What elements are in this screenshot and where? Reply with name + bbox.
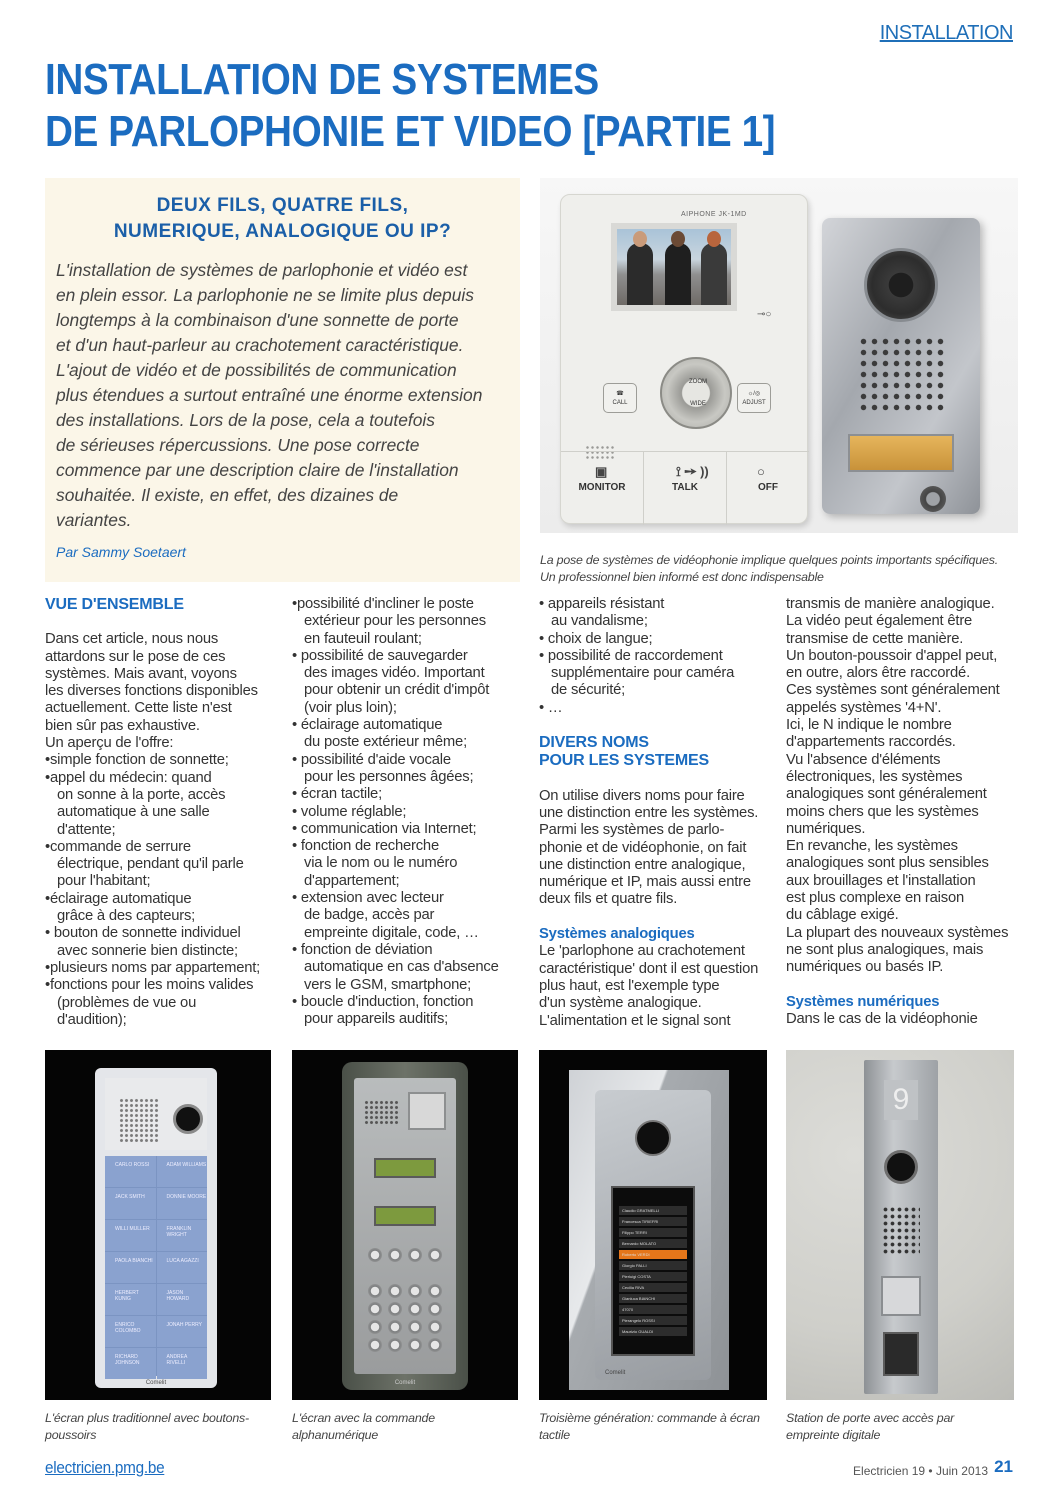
speaker-grille [119, 1098, 159, 1142]
list-item-cont: électrique, pendant qu'il parle [57, 856, 244, 873]
page-title-line-2: DE PARLOPHONIE ET VIDEO [PARTIE 1] [45, 107, 776, 156]
list-item-cont: pour obtenir un crédit d'impôt [304, 682, 490, 699]
list-item: • possibilité d'aide vocale [292, 751, 451, 768]
monitor-screen [611, 223, 737, 311]
list-item-cont: extérieur pour les personnes [304, 613, 486, 630]
text-line: bien sûr pas exhaustive. [45, 717, 200, 734]
menu-row: Filippo TERRI [619, 1228, 687, 1237]
menu-row: Gianluca BIANCHI [619, 1294, 687, 1303]
brand-logo: Comelit [605, 1370, 626, 1376]
intro-line: variantes. [56, 510, 132, 530]
subsection-heading: Systèmes numériques [786, 993, 940, 1010]
camera-lens [864, 248, 938, 322]
intro-heading-line: NUMERIQUE, ANALOGIQUE OU IP? [113, 221, 452, 242]
call-button-label: CALL [612, 400, 628, 406]
list-item: •simple fonction de sonnette; [45, 752, 229, 769]
text-line: appelés systèmes '4+N'. [786, 699, 942, 716]
text-line: La plupart des nouveaux systèmes [786, 924, 1009, 941]
text-line: deux fils et quatre fils. [539, 891, 678, 908]
list-item: • appareils résistant [539, 596, 665, 612]
list-item: •fonctions pour les moins valides [45, 977, 254, 994]
panel-top-module [105, 1078, 207, 1150]
lcd-display [374, 1158, 436, 1178]
menu-row: Maurizio GUALDI [619, 1327, 687, 1336]
text-line: numérique et IP, mais aussi entre [539, 874, 751, 891]
keypad-key [368, 1248, 382, 1262]
monitor-button-label: MONITOR [578, 482, 626, 493]
keypad-key [428, 1284, 442, 1298]
name-button: DONNIE MOORE [157, 1188, 208, 1219]
name-button: FRANKLIN WRIGHT [157, 1220, 208, 1251]
page-title [45, 54, 907, 158]
list-item-cont: pour appareils auditifs; [304, 1011, 449, 1028]
keypad-key [388, 1248, 402, 1262]
adjust-button-label: ADJUST [742, 400, 766, 406]
menu-row: Pierluigi COSTA [619, 1272, 687, 1281]
list-item-cont: (voir plus loin); [304, 699, 397, 716]
list-item: • écran tactile; [292, 786, 382, 803]
intro-line: et d'un haut-parleur au crachotement caractéristique. [56, 335, 464, 355]
text-line: Le 'parlophone au crachotement [539, 943, 745, 960]
keypad-key [428, 1248, 442, 1262]
keypad-key [428, 1338, 442, 1352]
monitor-button [561, 452, 644, 525]
person-figure [665, 243, 691, 305]
name-button: JASON HOWARD [157, 1284, 208, 1315]
text-line: systèmes. Mais avant, voyons [45, 665, 237, 682]
keypad-key [368, 1338, 382, 1352]
text-line: Un bouton-poussoir d'appel peut, [786, 647, 998, 664]
pushbutton-panel-photo [45, 1050, 271, 1400]
list-item: •plusieurs noms par appartement; [45, 959, 261, 976]
text-line: Dans cet article, nous nous [45, 631, 219, 648]
adjust-icon: ☼/◎ [747, 391, 761, 397]
text-line: numériques. [786, 820, 866, 837]
keypad-key [408, 1320, 422, 1334]
caption-line: Troisième génération: commande à écran [539, 1411, 760, 1425]
numeric-keypad [368, 1284, 444, 1352]
menu-row: Giorgio PALLI [619, 1261, 687, 1270]
list-item: • … [539, 699, 563, 716]
off-button-label: OFF [758, 482, 778, 493]
list-item-cont: de sécurité; [551, 682, 626, 699]
keypad-key [408, 1248, 422, 1262]
fingerprint-door-station [864, 1060, 938, 1394]
text-line: caractéristique' dont il est question [539, 960, 759, 977]
camera-lens [635, 1120, 671, 1156]
list-item: •appel du médecin: quand [45, 769, 212, 786]
text-line: une distinction entre analogique, [539, 856, 746, 873]
list-item-cont: grâce à des capteurs; [57, 908, 196, 925]
keypad-key [408, 1284, 422, 1298]
keypad-key [388, 1338, 402, 1352]
intro-text [56, 258, 516, 533]
person-figure [627, 243, 653, 305]
list-item-cont: supplémentaire pour caméra [551, 665, 735, 682]
list-item: • boucle d'induction, fonction [292, 993, 474, 1010]
talk-button [644, 452, 727, 525]
person-figure [701, 243, 727, 305]
list-item-cont: empreinte digitale, code, … [304, 924, 479, 941]
name-buttons [105, 1156, 207, 1376]
list-item: • bouton de sonnette individuel [45, 925, 241, 942]
name-button: PAOLA BIANCHI [105, 1252, 156, 1283]
lcd-display [374, 1206, 436, 1226]
person-head [707, 231, 721, 247]
keypad-key [368, 1302, 382, 1316]
page-number: 21 [994, 1457, 1013, 1476]
section-heading: POUR LES SYSTEMES [539, 752, 709, 770]
list-item-cont: pour les personnes âgées; [304, 768, 474, 785]
text-line: On utilise divers noms pour faire [539, 787, 745, 804]
person-head [671, 231, 685, 247]
list-item: • choix de langue; [539, 630, 653, 647]
name-button: CARLO ROSSI [105, 1156, 156, 1187]
list-item: •commande de serrure [45, 838, 191, 855]
text-line: analogiques sont généralement [786, 786, 987, 803]
person-head [633, 231, 647, 247]
name-button: ENRICO COLOMBO [105, 1316, 156, 1347]
intro-box [45, 178, 520, 582]
text-line: Un aperçu de l'offre: [45, 735, 174, 752]
section-heading: DIVERS NOMS [539, 734, 649, 752]
menu-row: Pierangelo ROSSI [619, 1316, 687, 1325]
name-button: HERBERT KUNIG [105, 1284, 156, 1315]
caption-line: Un professionnel bien informé est donc indispensable [540, 570, 824, 584]
intro-line: plus étendues a surtout entraîné une énorme extension [56, 385, 483, 405]
menu-row: Bernardo MOLATO [619, 1239, 687, 1248]
section-heading: VUE D'ENSEMBLE [45, 596, 184, 613]
column-1 [45, 596, 260, 1029]
name-button: ADAM WILLIAMS [157, 1156, 208, 1187]
text-line: En revanche, les systèmes [786, 838, 958, 855]
talk-icon: ⟟ ➙ )) [676, 464, 709, 479]
text-line: L'alimentation et le signal sont [539, 1012, 731, 1029]
name-button: RICHARD JOHNSON [105, 1348, 156, 1379]
panel-face [354, 1078, 456, 1374]
menu-row: Cecilia RIVA [619, 1283, 687, 1292]
indoor-monitor [560, 194, 808, 524]
pushbutton-panel [95, 1068, 217, 1388]
list-item: • fonction de recherche [292, 838, 439, 855]
text-line: transmis de manière analogique. [786, 596, 995, 612]
intro-line: commence par une description claire de l'installation [56, 460, 459, 480]
camera-lens [884, 1150, 918, 1184]
text-line: analogiques sont plus sensibles [786, 855, 989, 872]
author-byline: Par Sammy Soetaert [56, 544, 186, 560]
touchscreen [611, 1186, 695, 1356]
text-line: Vu l'absence d'éléments [786, 751, 941, 768]
photo-caption-3 [539, 1410, 760, 1444]
off-button [727, 452, 809, 525]
list-item-cont: en fauteuil roulant; [304, 630, 422, 647]
list-item-cont: vers le GSM, smartphone; [304, 976, 472, 993]
keypad-key [408, 1302, 422, 1316]
text-line: Ces systèmes sont généralement [786, 682, 1000, 699]
monitor-brand-label: AIPHONE JK-1MD [681, 211, 747, 218]
list-item-cont: pour l'habitant; [57, 873, 151, 890]
camera-lens [173, 1104, 203, 1134]
menu-row: 47070 [619, 1305, 687, 1314]
caption-line: Station de porte avec accès par [786, 1411, 955, 1425]
name-button: LUCA AGAZZI [157, 1252, 208, 1283]
adjust-button [737, 383, 771, 413]
list-item: • possibilité de sauvegarder [292, 647, 468, 664]
column-4 [786, 596, 1008, 1028]
text-line: en outre, alors être raccordé. [786, 665, 970, 682]
intro-line: L'ajout de vidéo et de possibilités de communication [56, 360, 457, 380]
key-icon: ⊸○ [757, 309, 772, 320]
list-item: • fonction de déviation [292, 941, 433, 958]
list-item-cont: de badge, accès par [304, 907, 435, 924]
text-line: électroniques, les systèmes [786, 768, 963, 785]
text-line: d'appartements raccordés. [786, 734, 956, 751]
brand-logo: Comelit [394, 1380, 416, 1386]
fingerprint-reader [883, 1332, 919, 1376]
column-3 [539, 596, 758, 1030]
menu-row: Claudio GRATMELLI [619, 1206, 687, 1215]
menu-row-selected: Roberto VERDI [619, 1250, 687, 1259]
list-item-cont: des images vidéo. Important [304, 665, 485, 682]
call-button [603, 383, 637, 413]
monitor-button-bar [561, 451, 809, 525]
list-item: • extension avec lecteur [292, 890, 444, 907]
top-photo-caption [540, 552, 998, 586]
text-line: plus haut, est l'exemple type [539, 977, 720, 994]
text-line: moins chers que les systèmes [786, 803, 979, 820]
list-item-cont: via le nom ou le numéro [304, 855, 458, 872]
call-button [920, 486, 946, 512]
brand-logo: Comelit [145, 1380, 167, 1386]
photo-caption-1 [45, 1410, 249, 1444]
photo-caption-2 [292, 1410, 435, 1444]
page-title-line-1: INSTALLATION DE SYSTEMES [45, 55, 599, 104]
text-line: Dans le cas de la vidéophonie [786, 1011, 978, 1028]
touchscreen-panel [595, 1090, 711, 1380]
menu-row: Francesca TIRIEFRI [619, 1217, 687, 1226]
text-line: les diverses fonctions disponibles [45, 683, 258, 700]
off-icon: ○ [757, 464, 765, 479]
list-item: •éclairage automatique [45, 890, 192, 907]
list-item-cont: d'attente; [57, 821, 116, 838]
text-line: phonie et de vidéophonie, on fait [539, 839, 747, 856]
speaker-grille [364, 1100, 400, 1126]
talk-button-label: TALK [672, 482, 698, 493]
caption-line: alphanumérique [292, 1428, 379, 1442]
footer-issue-info: Electricien 19 • Juin 2013 [853, 1464, 988, 1478]
section-tag[interactable]: INSTALLATION [879, 22, 1013, 44]
call-button [881, 1276, 921, 1316]
list-item-cont: avec sonnerie bien distincte; [57, 942, 238, 959]
videophone-photo [540, 178, 1018, 533]
monitor-icon: ▣ [595, 464, 608, 479]
list-item-cont: automatique à une salle [57, 804, 210, 821]
column-2 [292, 596, 499, 1028]
text-line: ne sont plus analogiques, mais [786, 941, 984, 958]
intro-line: en plein essor. La parlophonie ne se limite plus depuis [56, 285, 474, 305]
name-button: JACK SMITH [105, 1188, 156, 1219]
subsection-heading: Systèmes analogiques [539, 926, 695, 943]
caption-line: tactile [539, 1428, 570, 1442]
keypad-key [388, 1320, 402, 1334]
list-item: • éclairage automatique [292, 717, 443, 734]
caption-line: empreinte digitale [786, 1428, 881, 1442]
outdoor-door-station [822, 218, 980, 514]
intro-heading-line: DEUX FILS, QUATRE FILS, [156, 195, 409, 216]
keypad-key [368, 1320, 382, 1334]
list-item-cont: au vandalisme; [551, 613, 648, 630]
keypad-key [388, 1302, 402, 1316]
intro-heading [45, 193, 520, 245]
list-item: • volume réglable; [292, 803, 407, 820]
list-item: •possibilité d'incliner le poste [292, 596, 474, 612]
speaker-grille [858, 336, 944, 412]
caption-line: L'écran plus traditionnel avec boutons- [45, 1411, 249, 1425]
list-item-cont: on sonne à la porte, accès [57, 786, 226, 803]
caption-line: poussoirs [45, 1428, 97, 1442]
intro-line: de sérieuses répercussions. Une pose correcte [56, 435, 420, 455]
alphanumeric-panel [342, 1062, 468, 1390]
camera-window [408, 1092, 446, 1130]
house-number: 9 [884, 1080, 918, 1120]
fingerprint-station-photo [786, 1050, 1014, 1400]
photo-caption-4 [786, 1410, 954, 1444]
zoom-dpad [660, 357, 732, 429]
text-line: numériques ou basés IP. [786, 959, 944, 976]
text-line: une distinction entre les systèmes. [539, 804, 759, 821]
intro-line: L'installation de systèmes de parlophonie et vidéo est [56, 260, 468, 280]
keypad-key [368, 1284, 382, 1298]
intro-line: souhaitée. Il existe, en effet, des dizaines de [56, 485, 399, 505]
text-line: du câblage exigé. [786, 907, 899, 924]
touchscreen-toolbar [613, 1188, 693, 1204]
list-item-cont: d'audition); [57, 1011, 127, 1028]
name-button: WILLI MULLER [105, 1220, 156, 1251]
speaker-grille [882, 1206, 920, 1256]
text-line: d'un système analogique. [539, 995, 702, 1012]
caption-line: L'écran avec la commande [292, 1411, 435, 1425]
keypad-key [428, 1302, 442, 1316]
text-line: transmise de cette manière. [786, 630, 964, 647]
list-item-cont: d'appartement; [304, 872, 400, 889]
dpad-zoom-label: ZOOM [689, 379, 707, 385]
text-line: actuellement. Cette liste n'est [45, 700, 232, 717]
keypad-key [428, 1320, 442, 1334]
name-button: JONAH PERRY [157, 1316, 208, 1347]
keypad-key [388, 1284, 402, 1298]
keypad-key [408, 1338, 422, 1352]
text-line: Ici, le N indique le nombre [786, 717, 952, 734]
footer-website-link[interactable]: electricien.pmg.be [45, 1458, 165, 1477]
caption-line: La pose de systèmes de vidéophonie implique quelques points importants spécifiques. [540, 553, 998, 567]
intro-line: longtemps à la combinaison d'une sonnette de porte [56, 310, 459, 330]
list-item: • possibilité de raccordement [539, 647, 723, 664]
text-line: La vidéo peut également être [786, 613, 973, 630]
list-item-cont: du poste extérieur même; [304, 734, 467, 751]
name-plate [848, 434, 954, 472]
text-line: est plus complexe en raison [786, 890, 965, 907]
alphanumeric-panel-photo [292, 1050, 518, 1400]
touchscreen-panel-photo [539, 1050, 767, 1400]
text-line: Parmi les systèmes de parlo- [539, 822, 725, 839]
name-button: ANDREA RIVELLI [157, 1348, 208, 1379]
list-item: • communication via Internet; [292, 820, 477, 837]
call-icon: ☎ [616, 391, 624, 397]
intro-line: des installations. Lors de la pose, cela a toutefois [56, 410, 435, 430]
text-line: aux brouillages et l'installation [786, 872, 976, 889]
nav-keys [368, 1248, 444, 1262]
list-item-cont: automatique en cas d'absence [304, 959, 499, 976]
list-item-cont: (problèmes de vue ou [57, 994, 197, 1011]
text-line: attardons sur le pose de ces [45, 648, 226, 665]
dpad-wide-label: WIDE [690, 401, 706, 407]
